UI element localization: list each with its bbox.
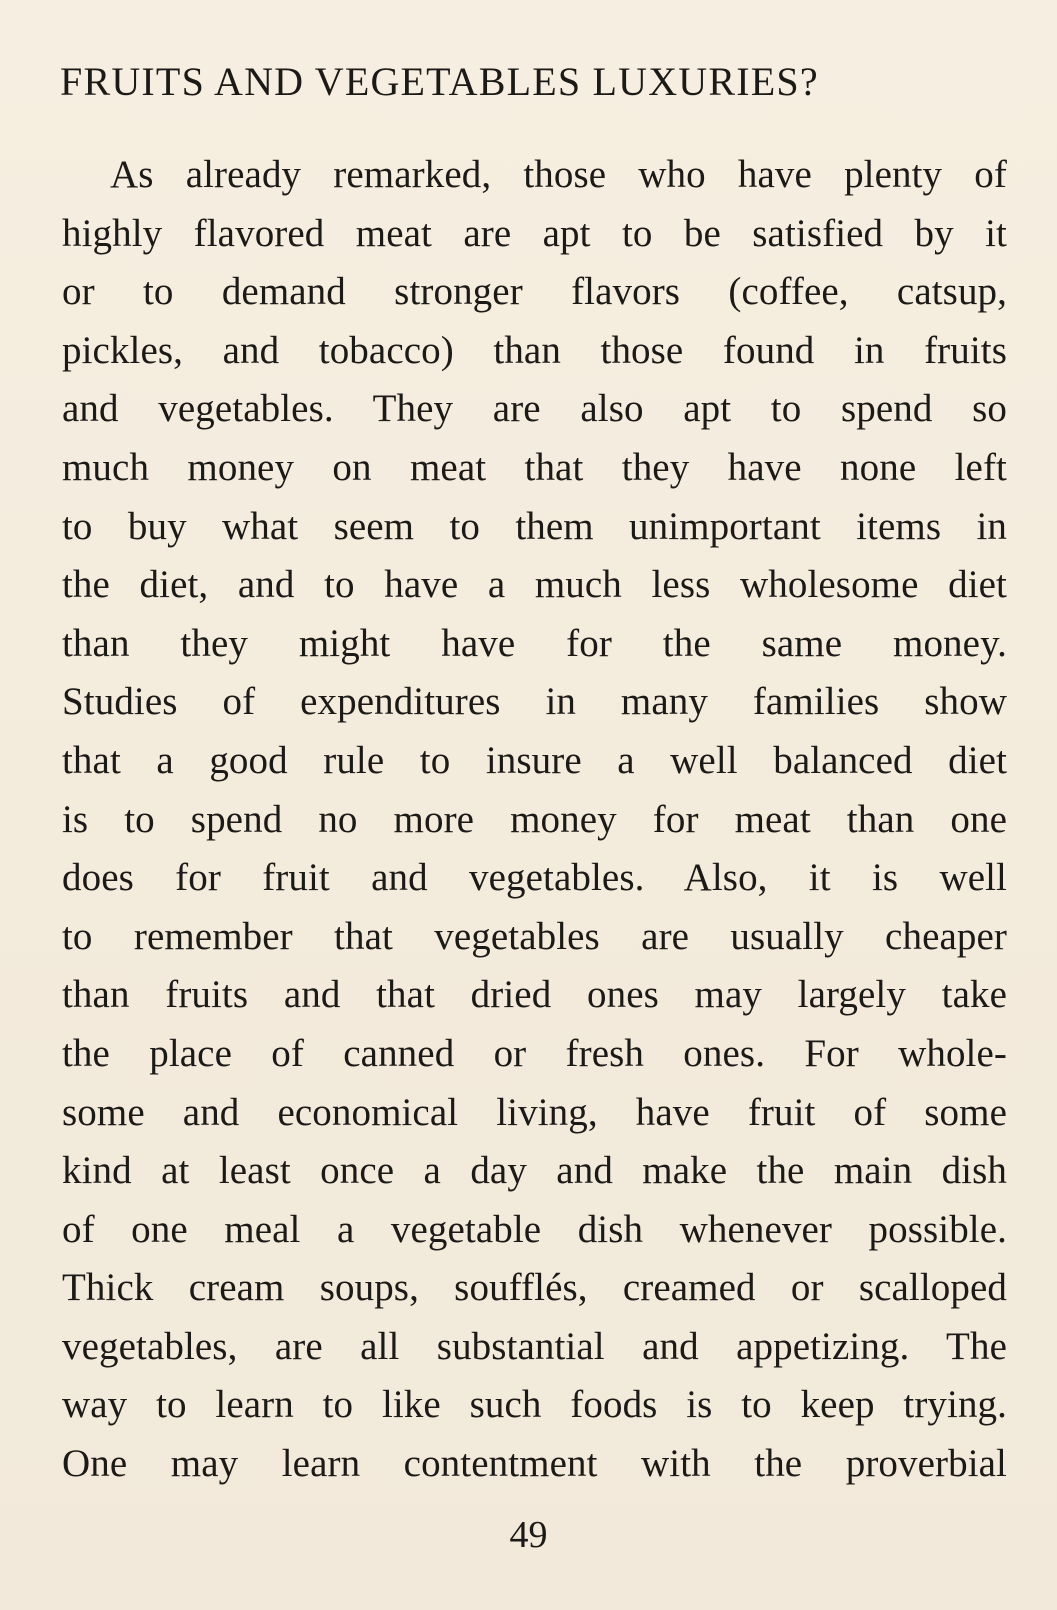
- text-line: than they might have for the same money.: [62, 621, 1007, 665]
- running-head: FRUITS AND VEGETABLES LUXURIES?: [60, 59, 819, 104]
- text-line: One may learn contentment with the proverbial: [62, 1442, 1007, 1486]
- page-number: 49: [509, 1514, 548, 1556]
- text-line: that a good rule to insure a well balanced diet: [62, 738, 1007, 782]
- text-line: vegetables, are all substantial and appetizing. The: [62, 1324, 1007, 1368]
- text-line: As already remarked, those who have plenty of: [110, 153, 1007, 196]
- text-line: the place of canned or fresh ones. For whole-: [62, 1031, 1007, 1075]
- text-line: the diet, and to have a much less wholesome diet: [62, 563, 1007, 607]
- text-line: to remember that vegetables are usually cheaper: [62, 914, 1007, 958]
- text-line: kind at least once a day and make the main dish: [62, 1149, 1007, 1193]
- text-line: does for fruit and vegetables. Also, it is well: [62, 856, 1007, 900]
- text-line: of one meal a vegetable dish whenever possible.: [62, 1207, 1007, 1251]
- text-line: to buy what seem to them unimportant items in: [62, 504, 1007, 548]
- text-line: is to spend no more money for meat than one: [62, 797, 1007, 841]
- text-line: Thick cream soups, soufflés, creamed or scalloped: [62, 1266, 1007, 1310]
- body-paragraph: [62, 146, 1007, 1494]
- text-line: some and economical living, have fruit of some: [62, 1090, 1007, 1134]
- text-line: much money on meat that they have none left: [62, 445, 1007, 489]
- text-line: or to demand stronger flavors (coffee, catsup,: [62, 270, 1007, 314]
- text-line: than fruits and that dried ones may largely take: [62, 973, 1007, 1017]
- text-line: and vegetables. They are also apt to spend so: [62, 387, 1007, 431]
- text-line: pickles, and tobacco) than those found in fruits: [62, 328, 1007, 372]
- text-line: Studies of expenditures in many families show: [62, 680, 1007, 724]
- text-line: way to learn to like such foods is to keep trying.: [62, 1383, 1007, 1427]
- text-line: highly flavored meat are apt to be satisfied by it: [62, 211, 1007, 255]
